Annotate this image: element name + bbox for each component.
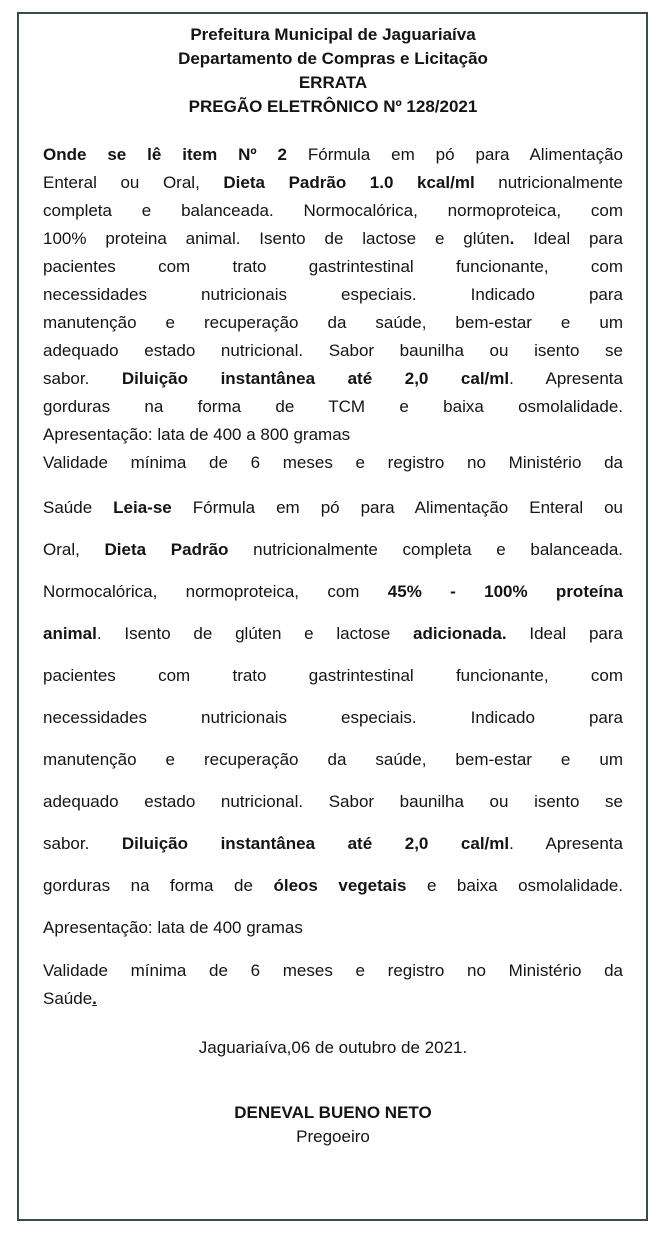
text-line (43, 449, 623, 477)
paragraph-validade (43, 957, 623, 1013)
text-segment: 45% - 100% proteína (387, 582, 623, 601)
text-segment: óleos vegetais (273, 876, 407, 895)
text-segment: adequado estado nutricional. Sabor baunilha ou isento se (43, 792, 623, 811)
text-segment: manutenção e recuperação da saúde, bem-estar e um (43, 313, 623, 332)
text-line (43, 957, 623, 985)
text-segment: necessidades nutricionais especiais. Indicado para (43, 708, 623, 727)
text-segment: . Apresenta (509, 369, 623, 388)
text-line (43, 985, 623, 1013)
text-segment: Saúde (43, 498, 114, 517)
header-org-name: Prefeitura Municipal de Jaguariaíva (190, 25, 476, 44)
text-segment: e baixa osmolalidade. (406, 876, 623, 895)
text-segment: pacientes com trato gastrintestinal funcionante, com (43, 257, 623, 276)
text-segment: sabor. (43, 834, 122, 853)
text-line (43, 197, 623, 225)
document-header (43, 23, 623, 119)
text-segment: Validade mínima de 6 meses e registro no Ministério da (43, 453, 623, 472)
text-line (43, 613, 623, 655)
text-line (43, 697, 623, 739)
text-segment: Ideal para (514, 229, 623, 248)
text-segment: Dieta Padrão 1.0 kcal/ml (223, 173, 475, 192)
text-segment: Apresentação: lata de 400 gramas (43, 918, 303, 937)
text-segment: gorduras na forma de (43, 876, 274, 895)
text-segment: . Isento de glúten e lactose (96, 624, 414, 643)
header-department: Departamento de Compras e Licitação (178, 49, 488, 68)
text-segment: Saúde (43, 989, 93, 1008)
text-segment: Fórmula em pó para Alimentação (286, 145, 624, 164)
text-line (43, 739, 623, 781)
paragraph-onde-se-le (43, 141, 623, 477)
text-line (43, 253, 623, 281)
text-segment: completa e balanceada. Normocalórica, normoproteica, com (43, 201, 623, 220)
text-segment: manutenção e recuperação da saúde, bem-estar e um (43, 750, 623, 769)
text-line (43, 823, 623, 865)
text-segment: sabor. (43, 369, 122, 388)
text-segment: Diluição instantânea até 2,0 cal/ml (121, 369, 510, 388)
document-body-text (43, 141, 623, 1013)
text-line (43, 781, 623, 823)
text-segment: . (509, 229, 515, 248)
text-segment: Normocalórica, normoproteica, com (43, 582, 388, 601)
text-line (43, 865, 623, 907)
text-segment: Validade mínima de 6 meses e registro no Ministério da (43, 961, 623, 980)
text-segment: Ideal para (506, 624, 623, 643)
text-segment: Oral, (43, 540, 105, 559)
text-line (43, 529, 623, 571)
text-line (43, 281, 623, 309)
text-segment: pacientes com trato gastrintestinal funcionante, com (43, 666, 623, 685)
text-segment: Apresentação: lata de 400 a 800 gramas (43, 425, 351, 444)
signatory-role: Pregoeiro (296, 1127, 370, 1146)
text-line (43, 571, 623, 613)
text-segment: Dieta Padrão (104, 540, 229, 559)
text-segment: adequado estado nutricional. Sabor baunilha ou isento se (43, 341, 623, 360)
text-segment: . (92, 989, 97, 1008)
text-line (43, 421, 623, 449)
text-segment: Onde se lê item Nº 2 (43, 145, 287, 164)
text-segment: necessidades nutricionais especiais. Indicado para (43, 285, 623, 304)
text-segment: gorduras na forma de TCM e baixa osmolalidade. (43, 397, 623, 416)
document-border-frame (17, 12, 648, 1221)
text-segment: 100% proteina animal. Isento de lactose e glúten (43, 229, 510, 248)
text-segment: Fórmula em pó para Alimentação Enteral ou (171, 498, 623, 517)
text-segment: Leia-se (113, 498, 172, 517)
text-line (43, 309, 623, 337)
date-line: Jaguariaíva,06 de outubro de 2021. (198, 1038, 468, 1057)
text-line (43, 169, 623, 197)
text-line (43, 907, 623, 949)
header-pregao-number: PREGÃO ELETRÔNICO Nº 128/2021 (188, 97, 478, 116)
signatory-name: DENEVAL BUENO NETO (234, 1103, 432, 1122)
text-segment: Diluição instantânea até 2,0 cal/ml (121, 834, 510, 853)
header-errata-title: ERRATA (298, 73, 368, 92)
text-segment: nutricionalmente (474, 173, 624, 192)
text-line (43, 487, 623, 529)
text-line (43, 141, 623, 169)
text-line (43, 337, 623, 365)
paragraph-leia-se (43, 487, 623, 949)
text-segment: nutricionalmente completa e balanceada. (228, 540, 624, 559)
text-line (43, 393, 623, 421)
text-segment: adicionada. (413, 624, 507, 643)
text-line (43, 365, 623, 393)
text-segment: . Apresenta (509, 834, 623, 853)
text-segment: animal (43, 624, 97, 643)
text-segment: Enteral ou Oral, (43, 173, 224, 192)
text-line (43, 225, 623, 253)
text-line (43, 655, 623, 697)
